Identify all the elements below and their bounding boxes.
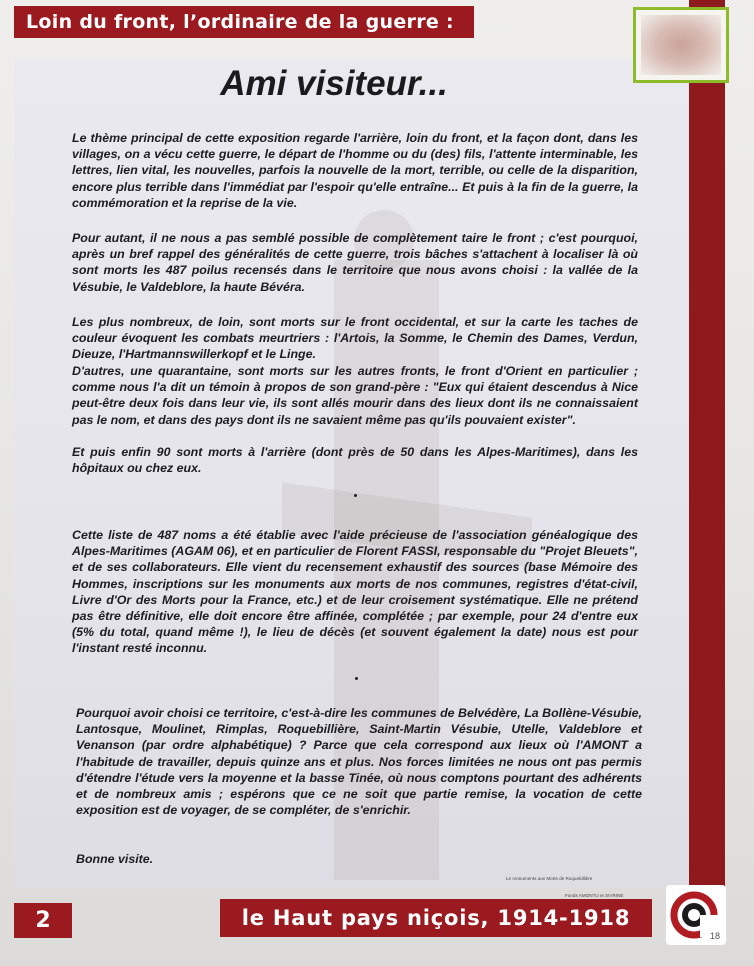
amont-logo-icon bbox=[666, 885, 726, 945]
paragraph-front: Pour autant, il ne nous a pas semblé possible de complètement taire le front ; c'est pourquoi, après un bref rappel des généralités de cette guerre, trois bâches s'attachent à localiser là où sont morts les 487 poilus recensés dans le territoire que nous avons choisi : la vallée de la Vésubie, le Valdeblore, la haute Bévéra. bbox=[72, 231, 638, 294]
footer-banner: le Haut pays niçois, 1914-1918 bbox=[220, 899, 652, 937]
paragraph-western-front: Les plus nombreux, de loin, sont morts sur le front occidental, et sur la carte les taches de couleur évoquent les combats meurtriers : l'Artois, la Somme, le Chemin des Dames, Verdun, Dieuze, l'Hartmannswillerkopf et le Linge. bbox=[72, 315, 638, 362]
paragraph-list-origin: Cette liste de 487 noms a été établie avec l'aide précieuse de l'association généalogique des Alpes-Maritimes (AGAM 06), et en particulier de Florent FASSI, responsable du "Projet Bleuets", et de ses collaborateurs. Elle vient du recensement exhaustif des sources (base Mémoire des Hommes, inscriptions sur les monuments aux morts de nos communes, registres d'état-civil, Livre d'Or des Morts pour la France, etc.) et de leur croisement systématique. Elle ne prétend pas être définitive, elle doit encore être affinée, complétée ; par exemple, pour 24 d'entre eux (5% du total, quand même !), le lieu de décès (et souvent également la date) nous est pour l'instant resté inconnu. bbox=[72, 528, 638, 656]
header-banner: Loin du front, l’ordinaire de la guerre : bbox=[14, 6, 474, 38]
page-title: Ami visiteur... bbox=[220, 64, 448, 103]
logo-number: 18 bbox=[709, 931, 720, 941]
paragraph-intro: Le thème principal de cette exposition regarde l'arrière, loin du front, et la façon dont, dans les villages, on a vécu cette guerre, le départ de l'homme ou du (des) fils, l'attente interminable, les lettres, lien vital, les nouvelles, parfois la nouvelle de la mort, terrible, ou celle de la disparition, encore plus terrible dans l'immédiat par l'espoir qu'elle entraîne... Et puis à la fin de la guerre, la commémoration et la reprise de la vie. bbox=[72, 131, 638, 210]
separator-dot bbox=[355, 677, 358, 680]
separator-dot bbox=[354, 494, 357, 497]
right-decorative-bar bbox=[689, 0, 725, 888]
photo-credit-caption: Le monuments aux Morts de Roquebillière bbox=[506, 876, 593, 881]
photo-credit-source: Fonds AMONTU et SIVRINE bbox=[565, 893, 624, 898]
page-number-badge: 2 bbox=[14, 903, 72, 938]
closing-greeting: Bonne visite. bbox=[76, 852, 154, 866]
paragraph-territory: Pourquoi avoir choisi ce territoire, c'est-à-dire les communes de Belvédère, La Bollène-Vésubie, Lantosque, Moulinet, Rimplas, Roquebillière, Saint-Martin Vésubie, Utelle, Valdeblore et Venanson (par ordre alphabétique) ? Parce que cela correspond aux lieux où l'AMONT a l'habitude de travailler, depuis quinze ans et plus. Nos forces limitées ne nous ont pas permis d'étendre l'étude vers la moyenne et la basse Tinée, où nous comptons pourtant des adhérents et de nombreux amis ; espérons que ce ne soit que partie remise, la vocation de cette exposition est de voyager, de se compléter, de s'enrichir. bbox=[76, 706, 642, 818]
paragraph-rear: Et puis enfin 90 sont morts à l'arrière (dont près de 50 dans les Alpes-Maritimes), dans les hôpitaux ou chez eux. bbox=[72, 445, 638, 476]
paragraph-other-fronts: D'autres, une quarantaine, sont morts sur les autres fronts, le front d'Orient en particulier ; comme nous l'a dit un témoin à propos de son grand-père : "Eux qui étaient descendus à Nice peut-être deux fois dans leur vie, ils sont allés mourir dans des lieux dont ils ne connaissaient pas le nom, et dans des pays dont ils ne savaient même pas qu'ils pouvaient exister". bbox=[72, 364, 638, 427]
